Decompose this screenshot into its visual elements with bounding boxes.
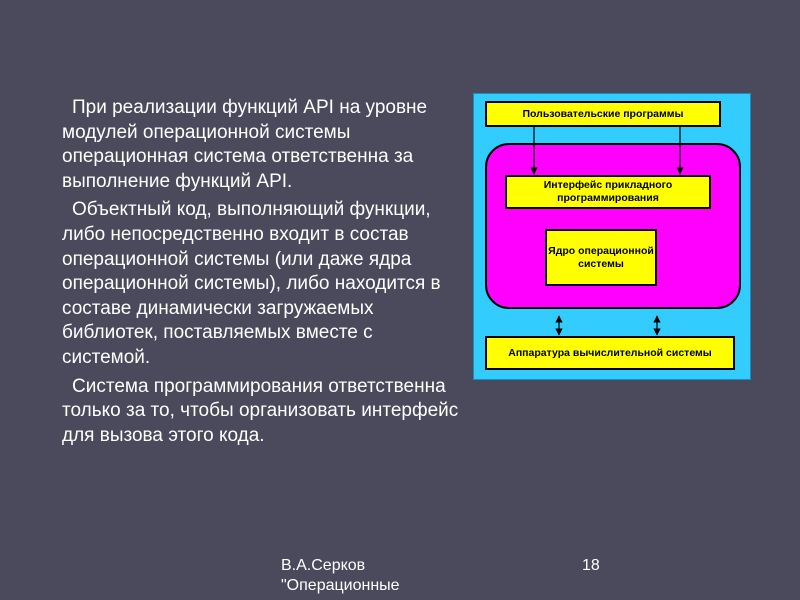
os-kernel-label: Ядро операционной системы [548,244,654,270]
os-architecture-diagram [473,93,751,380]
paragraph-programming-system: Система программирования ответственна только за то, чтобы организовать интерфейс для вызова этого кода. [62,375,459,446]
paragraph-object-code: Объектный код, выполняющий функции, либо непосредственно входит в состав операционной системы (или даже ядра операционной системы), либо находится в составе динамически загружаемых библиотек, поставляемых вместе с системой. [62,199,441,368]
page-number: 18 [582,557,600,574]
hardware-label: Аппаратура вычислительной системы [508,346,712,359]
diagram-arrows [474,94,752,381]
footer-author-block [281,556,400,596]
user-programs-label: Пользовательские программы [522,107,684,120]
paragraph-api-os-level: При реализации функций API на уровне модулей операционной системы операционная система ответственна за выполнение функций API. [62,97,428,192]
slide-body-text [62,96,462,452]
api-interface-label: Интерфейс прикладного программирования [543,179,673,204]
footer-author: В.А.Серков [281,557,366,574]
footer-course: "Операционные [281,577,400,594]
